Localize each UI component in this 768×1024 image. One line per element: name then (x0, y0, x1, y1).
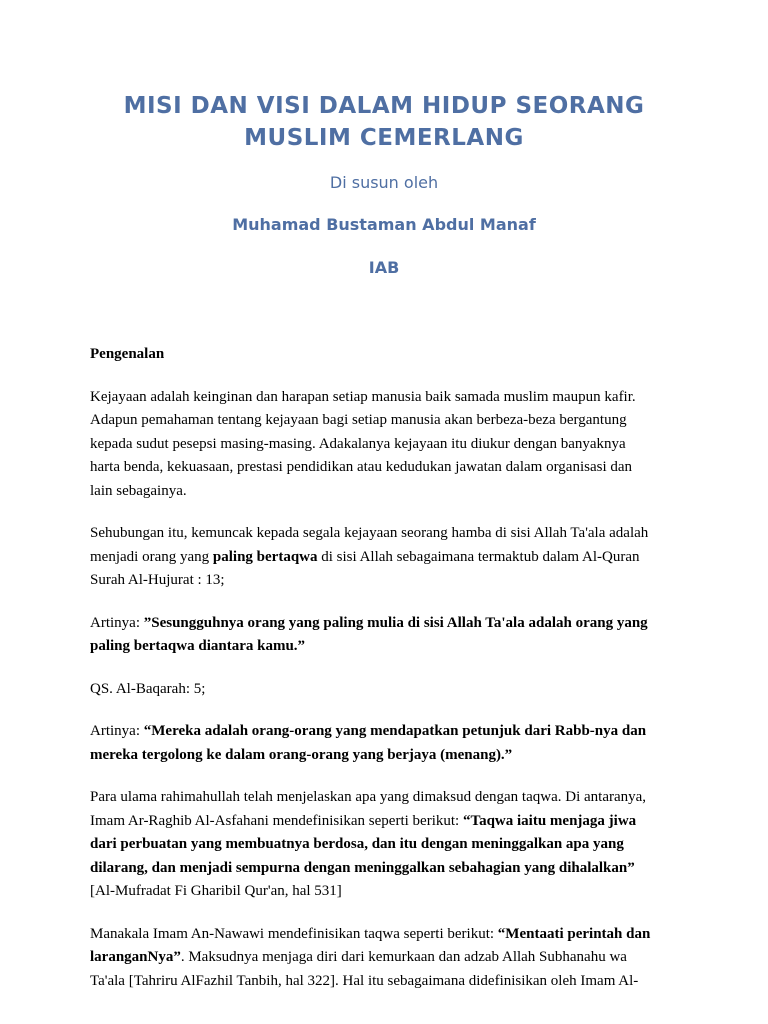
text-line: Ta'ala [Tahriru AlFazhil Tanbih, hal 322]. Hal itu sebagaimana didefinisikan oleh Imam Al- (90, 972, 639, 989)
text-line (90, 946, 690, 970)
document-body (90, 343, 690, 1012)
paragraph-1 (90, 386, 690, 504)
text-line: Para ulama rahimahullah telah menjelaskan apa yang dimaksud dengan taqwa. Di antaranya, (90, 789, 647, 805)
quote-text: dari perbuatan yang membuatnya berdosa, dan itu dengan meninggalkan apa yang (90, 836, 624, 852)
text-line (90, 546, 690, 570)
organization: IAB (368, 258, 400, 277)
paragraph-3 (90, 612, 690, 659)
paragraph-4: QS. Al-Baqarah: 5; (90, 680, 206, 697)
text-run: Imam Ar-Raghib Al-Asfahani mendefinisikan seperti berikut: (90, 812, 463, 829)
text-line: [Al-Mufradat Fi Gharibil Qur'an, hal 531] (90, 883, 342, 899)
text-line (90, 857, 690, 881)
text-run: Artinya: (90, 723, 144, 739)
subtitle: Di susun oleh (329, 173, 439, 192)
paragraph-2 (90, 522, 690, 593)
text-line (90, 635, 690, 659)
title-line-1: MISI DAN VISI DALAM HIDUP SEORANG (123, 93, 645, 119)
document-title (0, 90, 768, 154)
text-line (90, 744, 690, 768)
quote-text: “Mentaati perintah dan (497, 925, 651, 942)
bold-text: paling bertaqwa (212, 548, 318, 565)
text-line (90, 720, 690, 744)
title-line-2: MUSLIM CEMERLANG (244, 125, 524, 151)
quote-text: laranganNya” (90, 949, 181, 965)
quote-text: “Taqwa iaitu menjaga jiwa (462, 812, 637, 829)
paragraph-7 (90, 923, 690, 994)
quote-text: “Mereka adalah orang-orang yang mendapatkan petunjuk dari Rabb-nya dan (143, 723, 647, 739)
text-line (90, 810, 690, 834)
text-line: Adapun pemahaman tentang kejayaan bagi setiap manusia akan berbeza-beza bergantung (90, 412, 627, 428)
author-name: Muhamad Bustaman Abdul Manaf (232, 215, 536, 234)
text-run: Manakala Imam An-Nawawi mendefinisikan taqwa seperti berikut: (90, 925, 498, 942)
text-line: Sehubungan itu, kemuncak kepada segala kejayaan seorang hamba di sisi Allah Ta'ala adalah (90, 525, 649, 541)
section-heading: Pengenalan (90, 346, 165, 362)
text-line (90, 923, 690, 947)
quote-text: mereka tergolong ke dalam orang-orang yang berjaya (menang).” (90, 746, 513, 763)
quote-text: dilarang, dan menjadi sempurna dengan meninggalkan sebahagian yang dihalalkan” (90, 859, 635, 876)
text-line: harta benda, kekuasaan, prestasi pendidikan atau kedudukan jawatan dalam organisasi dan (90, 459, 633, 475)
text-line: lain sebagainya. (90, 482, 187, 499)
text-run: di sisi Allah sebagaimana termaktub dalam Al-Quran (317, 548, 640, 565)
quote-text: ”Sesungguhnya orang yang paling mulia di sisi Allah Ta'ala adalah orang yang (143, 614, 648, 631)
text-line (90, 612, 690, 636)
text-run: . Maksudnya menjaga diri dari kemurkaan dan adzab Allah Subhanahu wa (180, 949, 627, 965)
text-run: Artinya: (90, 614, 144, 631)
text-line: kepada sudut pesepsi masing-masing. Adakalanya kejayaan itu diukur dengan banyaknya (90, 435, 626, 452)
paragraph-6 (90, 786, 690, 904)
text-run: menjadi orang yang (90, 548, 213, 565)
text-line: Kejayaan adalah keinginan dan harapan setiap manusia baik samada muslim maupun kafir. (90, 388, 636, 405)
paragraph-5 (90, 720, 690, 767)
text-line (90, 833, 690, 857)
text-line: Surah Al-Hujurat : 13; (90, 572, 225, 588)
quote-text: paling bertaqwa diantara kamu.” (90, 638, 306, 654)
